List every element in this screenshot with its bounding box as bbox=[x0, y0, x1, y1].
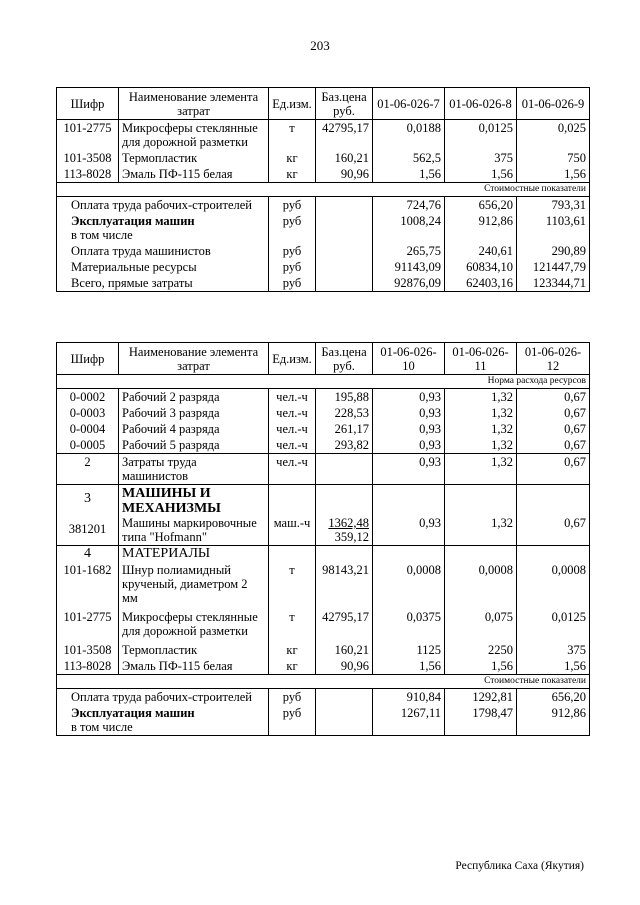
cell-price: 293,82 bbox=[316, 437, 373, 454]
cell-value: 0,93 bbox=[373, 389, 445, 406]
summary-row bbox=[57, 213, 590, 243]
header-unit: Ед.изм. bbox=[269, 343, 316, 375]
page-number: 203 bbox=[310, 38, 330, 53]
cell-value: 0,93 bbox=[373, 485, 445, 546]
cell-value: 750 bbox=[517, 150, 590, 166]
header-col-12: 01-06-026-12 bbox=[517, 343, 590, 375]
cell-value: 0,025 bbox=[517, 120, 590, 151]
summary-value: 912,86 bbox=[445, 213, 517, 243]
cell-value: 2250 bbox=[445, 639, 517, 658]
cell-value: 562,5 bbox=[373, 150, 445, 166]
summary-name: Эксплуатация машин bbox=[71, 214, 195, 228]
machinist-row bbox=[57, 454, 590, 485]
summary-value: 265,75 bbox=[373, 243, 445, 259]
section-label: Стоимостные показатели bbox=[57, 675, 590, 689]
summary-row bbox=[57, 197, 590, 214]
cell-value: 0,93 bbox=[373, 421, 445, 437]
section-label-row bbox=[57, 675, 590, 689]
header-name: Наименование элемента затрат bbox=[119, 343, 269, 375]
table-row bbox=[57, 405, 590, 421]
cell-unit: кг bbox=[269, 639, 316, 658]
price-bottom: 359,12 bbox=[334, 530, 369, 544]
cell-empty bbox=[445, 546, 517, 563]
cell-name: Затраты труда машинистов bbox=[119, 454, 269, 485]
table-row bbox=[57, 166, 590, 183]
cell-price: 98143,21 bbox=[316, 562, 373, 606]
cell-name: Шнур полиамидный крученый, диаметром 2 мм bbox=[119, 562, 269, 606]
cell-empty bbox=[269, 546, 316, 563]
cell-value: 0,0125 bbox=[517, 606, 590, 639]
cell-value: 1,56 bbox=[445, 658, 517, 675]
summary-value: 656,20 bbox=[517, 689, 590, 706]
cell-price: 160,21 bbox=[316, 639, 373, 658]
cell-name: Рабочий 2 разряда bbox=[119, 389, 269, 406]
cell-code: 101-1682 bbox=[57, 562, 119, 606]
cell-value: 0,0008 bbox=[373, 562, 445, 606]
table-row bbox=[57, 562, 590, 606]
cell-unit: кг bbox=[269, 166, 316, 183]
table-row bbox=[57, 658, 590, 675]
cell-value: 1,56 bbox=[373, 658, 445, 675]
cell-value: 0,0125 bbox=[445, 120, 517, 151]
cell-code: 101-2775 bbox=[57, 606, 119, 639]
summary-value: 92876,09 bbox=[373, 275, 445, 292]
summary-value: 1292,81 bbox=[445, 689, 517, 706]
cell-value: 1,32 bbox=[445, 389, 517, 406]
cell-value: 375 bbox=[445, 150, 517, 166]
cell-name: Термопластик bbox=[119, 150, 269, 166]
summary-value: 121447,79 bbox=[517, 259, 590, 275]
header-code: Шифр bbox=[57, 343, 119, 375]
header-col-9: 01-06-026-9 bbox=[517, 88, 590, 120]
summary-value: 1798,47 bbox=[445, 705, 517, 736]
cell-code: 0-0004 bbox=[57, 421, 119, 437]
cell-price: 228,53 bbox=[316, 405, 373, 421]
cell-name: Эмаль ПФ-115 белая bbox=[119, 658, 269, 675]
summary-value: 290,89 bbox=[517, 243, 590, 259]
summary-value: 240,61 bbox=[445, 243, 517, 259]
estimate-table-1 bbox=[56, 87, 590, 292]
cell-value: 0,67 bbox=[517, 485, 590, 546]
cell-unit: чел.-ч bbox=[269, 454, 316, 485]
cell-unit: кг bbox=[269, 658, 316, 675]
summary-row bbox=[57, 689, 590, 706]
cell-code: 381201 bbox=[68, 522, 107, 536]
cell-name: Рабочий 3 разряда bbox=[119, 405, 269, 421]
cell-value: 0,0375 bbox=[373, 606, 445, 639]
cell-price: 42795,17 bbox=[316, 120, 373, 151]
group-title: МАТЕРИАЛЫ bbox=[119, 546, 269, 563]
table-row bbox=[57, 421, 590, 437]
header-price: Баз.цена руб. bbox=[316, 343, 373, 375]
cell-code: 113-8028 bbox=[57, 166, 119, 183]
cell-value: 0,93 bbox=[373, 454, 445, 485]
cell-value: 1,32 bbox=[445, 485, 517, 546]
cell-price: 160,21 bbox=[316, 150, 373, 166]
summary-unit: руб bbox=[269, 705, 316, 736]
summary-value: 910,84 bbox=[373, 689, 445, 706]
summary-name-cell bbox=[57, 705, 269, 736]
summary-empty bbox=[316, 259, 373, 275]
table-row bbox=[57, 639, 590, 658]
summary-row bbox=[57, 705, 590, 736]
cell-code: 113-8028 bbox=[57, 658, 119, 675]
summary-unit: руб bbox=[269, 259, 316, 275]
header-name: Наименование элемента затрат bbox=[119, 88, 269, 120]
cell-value: 1,32 bbox=[445, 437, 517, 454]
summary-name: Оплата труда рабочих-строителей bbox=[57, 689, 269, 706]
cell-unit: чел.-ч bbox=[269, 389, 316, 406]
section-label-row bbox=[57, 183, 590, 197]
cell-empty bbox=[316, 454, 373, 485]
group-code: 4 bbox=[57, 546, 119, 563]
cell-value: 0,67 bbox=[517, 454, 590, 485]
summary-name: Материальные ресурсы bbox=[57, 259, 269, 275]
cell-unit: чел.-ч bbox=[269, 405, 316, 421]
summary-value: 60834,10 bbox=[445, 259, 517, 275]
materials-group-row bbox=[57, 546, 590, 563]
cell-unit: чел.-ч bbox=[269, 437, 316, 454]
footer-region: Республика Саха (Якутия) bbox=[455, 860, 584, 872]
summary-value: 91143,09 bbox=[373, 259, 445, 275]
cell-unit: чел.-ч bbox=[269, 421, 316, 437]
cell-unit: т bbox=[269, 606, 316, 639]
cell-value: 1,32 bbox=[445, 421, 517, 437]
cell-value: 0,93 bbox=[373, 437, 445, 454]
cell-empty bbox=[517, 546, 590, 563]
summary-value: 912,86 bbox=[517, 705, 590, 736]
summary-empty bbox=[316, 705, 373, 736]
table-header-row bbox=[57, 88, 590, 120]
cell-empty bbox=[316, 546, 373, 563]
summary-value: 123344,71 bbox=[517, 275, 590, 292]
summary-name: Эксплуатация машин bbox=[71, 706, 195, 720]
summary-empty bbox=[316, 689, 373, 706]
header-col-10: 01-06-026-10 bbox=[373, 343, 445, 375]
table-row bbox=[57, 120, 590, 151]
group-title: МАШИНЫ И МЕХАНИЗМЫ bbox=[122, 486, 221, 516]
cell-value: 1,56 bbox=[373, 166, 445, 183]
summary-value: 1267,11 bbox=[373, 705, 445, 736]
cell-name: Эмаль ПФ-115 белая bbox=[119, 166, 269, 183]
summary-name-cell bbox=[57, 213, 269, 243]
summary-unit: руб bbox=[269, 243, 316, 259]
cell-value: 0,075 bbox=[445, 606, 517, 639]
cell-name: Машины маркировочные типа "Hofmann" bbox=[122, 516, 257, 544]
table-row bbox=[57, 150, 590, 166]
cell-unit: т bbox=[269, 562, 316, 606]
header-col-11: 01-06-026-11 bbox=[445, 343, 517, 375]
header-unit: Ед.изм. bbox=[269, 88, 316, 120]
summary-name: Всего, прямые затраты bbox=[57, 275, 269, 292]
summary-value: 793,31 bbox=[517, 197, 590, 214]
cell-value: 0,0008 bbox=[445, 562, 517, 606]
cell-empty bbox=[373, 546, 445, 563]
cell-value: 375 bbox=[517, 639, 590, 658]
machines-cell-code bbox=[57, 485, 119, 546]
summary-value: 724,76 bbox=[373, 197, 445, 214]
cell-price: 195,88 bbox=[316, 389, 373, 406]
machines-group-row bbox=[57, 485, 590, 546]
summary-unit: руб bbox=[269, 275, 316, 292]
price-top: 1362,48 bbox=[328, 516, 369, 530]
cell-price: 42795,17 bbox=[316, 606, 373, 639]
summary-row bbox=[57, 243, 590, 259]
summary-row bbox=[57, 259, 590, 275]
price-cell bbox=[316, 485, 373, 546]
summary-value: 656,20 bbox=[445, 197, 517, 214]
estimate-table-2 bbox=[56, 342, 590, 736]
summary-value: 1008,24 bbox=[373, 213, 445, 243]
header-col-8: 01-06-026-8 bbox=[445, 88, 517, 120]
cell-value: 0,0188 bbox=[373, 120, 445, 151]
norm-label-row bbox=[57, 375, 590, 389]
section-label: Стоимостные показатели bbox=[57, 183, 590, 197]
summary-row bbox=[57, 275, 590, 292]
cell-value: 1,56 bbox=[445, 166, 517, 183]
header-price: Баз.цена руб. bbox=[316, 88, 373, 120]
cell-price: 261,17 bbox=[316, 421, 373, 437]
cell-value: 0,0008 bbox=[517, 562, 590, 606]
cell-code: 101-3508 bbox=[57, 150, 119, 166]
cell-value: 1125 bbox=[373, 639, 445, 658]
cell-value: 1,32 bbox=[445, 454, 517, 485]
cell-code: 101-3508 bbox=[57, 639, 119, 658]
summary-sub: в том числе bbox=[71, 228, 133, 242]
cell-code: 0-0002 bbox=[57, 389, 119, 406]
cell-price: 90,96 bbox=[316, 166, 373, 183]
table-row bbox=[57, 389, 590, 406]
cell-value: 1,56 bbox=[517, 166, 590, 183]
cell-name: Микросферы стеклянные для дорожной разметки bbox=[119, 120, 269, 151]
summary-value: 1103,61 bbox=[517, 213, 590, 243]
cell-name: Рабочий 5 разряда bbox=[119, 437, 269, 454]
summary-empty bbox=[316, 243, 373, 259]
cell-code: 0-0003 bbox=[57, 405, 119, 421]
header-col-7: 01-06-026-7 bbox=[373, 88, 445, 120]
summary-name: Оплата труда рабочих-строителей bbox=[57, 197, 269, 214]
cell-code: 0-0005 bbox=[57, 437, 119, 454]
machines-cell-name bbox=[119, 485, 269, 546]
table-row bbox=[57, 437, 590, 454]
summary-empty bbox=[316, 197, 373, 214]
cell-price: 90,96 bbox=[316, 658, 373, 675]
table-header-row bbox=[57, 343, 590, 375]
cell-code: 101-2775 bbox=[57, 120, 119, 151]
summary-value: 62403,16 bbox=[445, 275, 517, 292]
summary-empty bbox=[316, 213, 373, 243]
table-row bbox=[57, 606, 590, 639]
cell-unit: маш.-ч bbox=[269, 485, 316, 546]
cell-code: 2 bbox=[57, 454, 119, 485]
norm-label: Норма расхода ресурсов bbox=[57, 375, 590, 389]
cell-value: 1,32 bbox=[445, 405, 517, 421]
header-code: Шифр bbox=[57, 88, 119, 120]
cell-value: 1,56 bbox=[517, 658, 590, 675]
cell-value: 0,67 bbox=[517, 405, 590, 421]
cell-unit: т bbox=[269, 120, 316, 151]
cell-value: 0,67 bbox=[517, 389, 590, 406]
summary-empty bbox=[316, 275, 373, 292]
cell-name: Термопластик bbox=[119, 639, 269, 658]
summary-sub: в том числе bbox=[71, 720, 133, 734]
cell-name: Микросферы стеклянные для дорожной разметки bbox=[119, 606, 269, 639]
cell-value: 0,93 bbox=[373, 405, 445, 421]
summary-unit: руб bbox=[269, 197, 316, 214]
group-code: 3 bbox=[84, 491, 91, 506]
summary-unit: руб bbox=[269, 689, 316, 706]
cell-value: 0,67 bbox=[517, 421, 590, 437]
cell-unit: кг bbox=[269, 150, 316, 166]
cell-name: Рабочий 4 разряда bbox=[119, 421, 269, 437]
cell-value: 0,67 bbox=[517, 437, 590, 454]
summary-unit: руб bbox=[269, 213, 316, 243]
summary-name: Оплата труда машинистов bbox=[57, 243, 269, 259]
